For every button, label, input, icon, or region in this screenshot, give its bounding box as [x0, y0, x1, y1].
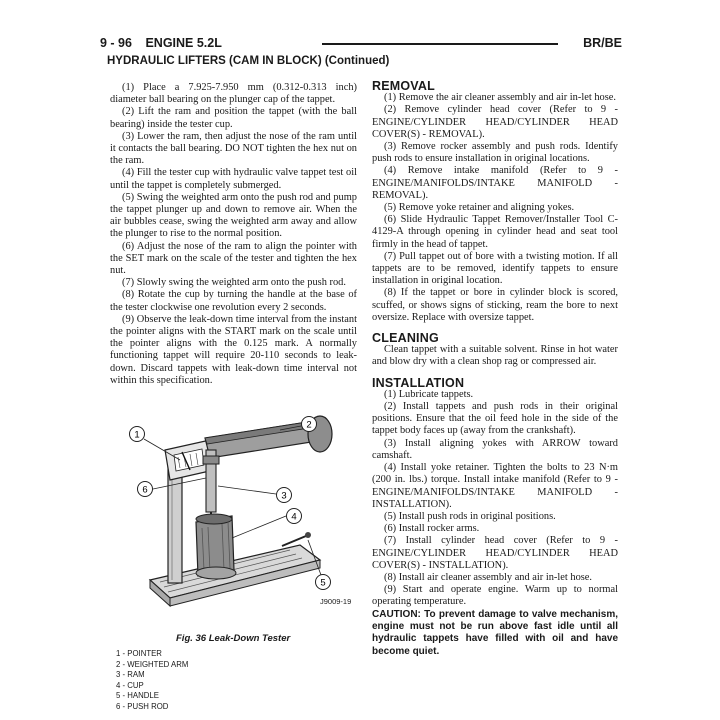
header-rule	[322, 43, 558, 45]
removal-step: (8) If the tappet or bore in cylinder block is scored, scuffed, or shows signs of sticking, ream the bore to next oversize. Replace with oversize tappet.	[372, 287, 618, 323]
legend-item: 5 - HANDLE	[116, 691, 159, 700]
callout-4	[287, 509, 302, 524]
leak-down-tester-illustration	[110, 410, 360, 615]
callout-5-label: 5	[320, 577, 326, 589]
caution-note: CAUTION: To prevent damage to valve mechanism, engine must not be run above fast idle until all hydraulic tappets have filled with oil and have become quiet.	[372, 608, 618, 657]
legend-item: 2 - WEIGHTED ARM	[116, 659, 189, 669]
installation-step: (8) Install air cleaner assembly and air in-let hose.	[384, 571, 593, 583]
installation-step: (4) Install yoke retainer. Tighten the bolts to 23 N·m (200 in. lbs.) torque. Install intake manifold (Refer to 9 - ENGINE/MANIFOLDS/INTAKE MANIFOLD - INSTALLATION).	[372, 462, 618, 510]
removal-step: (4) Remove intake manifold (Refer to 9 - ENGINE/MANIFOLDS/INTAKE MANIFOLD - REMOVAL).	[372, 165, 618, 201]
legend-item: 6 - PUSH ROD	[116, 701, 169, 711]
legend-item: 1 - POINTER	[116, 649, 162, 658]
installation-step: (6) Install rocker arms.	[384, 523, 480, 535]
test-step: (8) Rotate the cup by turning the handle at the base of the tester clockwise one revolution every 2 seconds.	[110, 289, 357, 313]
installation-step: (3) Install aligning yokes with ARROW toward camshaft.	[372, 437, 618, 461]
callout-5	[316, 575, 331, 590]
callout-1-label: 1	[134, 429, 140, 441]
page-header	[92, 36, 628, 56]
test-step: (1) Place a 7.925-7.950 mm (0.312-0.313 inch) diameter ball bearing on the plunger cap of the tappet.	[110, 82, 357, 106]
page-number: 9 - 96	[100, 36, 132, 50]
test-step: (5) Swing the weighted arm onto the push rod and pump the tappet plunger up and down to remove air. When the air bubbles cease, swing the weighted arm away and allow the plunger to rise to the normal position.	[110, 191, 357, 240]
test-step: (4) Fill the tester cup with hydraulic valve tappet test oil until the tappet is completely submerged.	[110, 167, 357, 191]
installation-step: (2) Install tappets and push rods in their original positions. Ensure that the oil feed hole in the side of the tappet body faces up (away from the crankshaft).	[372, 401, 618, 437]
test-step: (6) Adjust the nose of the ram to align the pointer with the SET mark on the scale of the tester and tighten the hex nut.	[110, 240, 357, 277]
figure-caption: Fig. 36 Leak-Down Tester	[176, 633, 291, 644]
test-step: (9) Observe the leak-down time interval from the instant the pointer aligns with the START mark on the scale until the pointer aligns with the 0.125 mark. A normally functioning tappet will require 20-110 seconds to leak-down. Discard tappets with leak-down time interval not within this specification.	[110, 313, 357, 386]
installation-step: (1) Lubricate tappets.	[384, 388, 474, 400]
test-step: (2) Lift the ram and position the tappet (with the ball bearing) inside the tester cup.	[110, 106, 357, 130]
removal-step: (1) Remove the air cleaner assembly and air in-let hose.	[384, 92, 616, 104]
installation-step: (9) Start and operate engine. Warm up to normal operating temperature.	[372, 584, 618, 608]
callout-3-label: 3	[281, 490, 287, 502]
callout-3	[277, 488, 292, 503]
installation-heading: INSTALLATION	[372, 375, 465, 390]
test-step: (3) Lower the ram, then adjust the nose of the ram until it contacts the ball bearing. DO NOT tighten the hex nut on the ram.	[110, 130, 357, 167]
chapter-title: ENGINE 5.2L	[145, 36, 222, 50]
callout-1	[130, 427, 145, 442]
cleaning-heading: CLEANING	[372, 331, 439, 346]
legend-item: 3 - RAM	[116, 670, 145, 679]
callout-4-label: 4	[291, 511, 297, 523]
legend-item: 4 - CUP	[116, 680, 144, 690]
removal-step: (7) Pull tappet out of bore with a twisting motion. If all tappets are to be removed, identify tappets to ensure installation in original location.	[372, 250, 618, 287]
figure-id-code: J9009-19	[320, 597, 352, 606]
removal-step: (3) Remove rocker assembly and push rods. Identify push rods to ensure installation in original locations.	[372, 141, 618, 165]
installation-step: (5) Install push rods in original positions.	[384, 510, 556, 522]
callout-6-label: 6	[142, 484, 148, 496]
section-title: HYDRAULIC LIFTERS (CAM IN BLOCK) (Continued)	[107, 55, 390, 67]
callout-2-label: 2	[306, 419, 312, 431]
leak-down-tester-figure	[110, 410, 360, 615]
figure-legend	[116, 649, 188, 712]
removal-step: (2) Remove cylinder head cover (Refer to 9 - ENGINE/CYLINDER HEAD/CYLINDER HEAD COVER(S) - REMOVAL).	[372, 104, 618, 140]
header-left	[100, 36, 232, 50]
cleaning-text: Clean tappet with a suitable solvent. Rinse in hot water and blow dry with a clean shop rag or compressed air.	[372, 344, 618, 368]
test-step: (7) Slowly swing the weighted arm onto the push rod.	[122, 277, 346, 289]
left-column	[110, 82, 357, 387]
removal-step: (5) Remove yoke retainer and aligning yokes.	[384, 202, 575, 214]
right-column	[372, 80, 618, 658]
callout-2	[302, 417, 317, 432]
removal-heading: REMOVAL	[372, 79, 435, 93]
callout-6	[138, 482, 153, 497]
model-code: BR/BE	[583, 36, 622, 50]
removal-step: (6) Slide Hydraulic Tappet Remover/Installer Tool C-4129-A through opening in cylinder head and seat tool firmly in the head of tappet.	[372, 214, 618, 250]
installation-step: (7) Install cylinder head cover (Refer to 9 - ENGINE/CYLINDER HEAD/CYLINDER HEAD COVER(S) - INSTALLATION).	[372, 535, 618, 571]
